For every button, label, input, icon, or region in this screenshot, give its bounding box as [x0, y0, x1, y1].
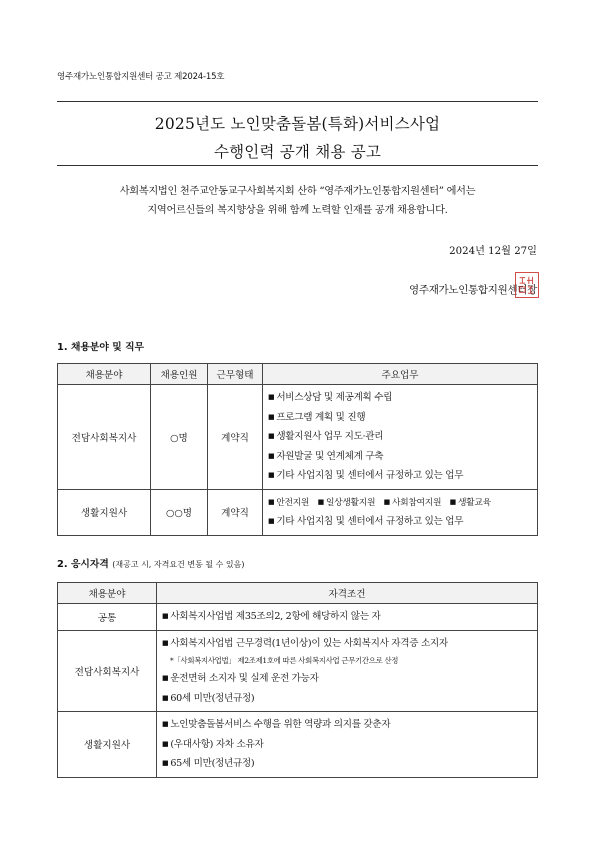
bullet-icon: ■: [268, 432, 275, 440]
header-duties: 주요업무: [263, 364, 538, 385]
intro-line-2: 지역어르신들의 복지향상을 위해 함께 노력할 인재를 공개 채용합니다.: [147, 205, 448, 216]
list-item: ■ 프로그램 계획 및 진행: [268, 411, 366, 423]
table-row: [58, 489, 538, 535]
header-field: 채용분야: [58, 583, 157, 604]
bullet-icon: ■: [449, 497, 456, 506]
row2-count: ○○명: [151, 489, 208, 535]
bullet-icon: ■: [268, 497, 275, 506]
intro-paragraph: [57, 182, 538, 220]
header-type: 근무형태: [208, 364, 263, 385]
bullet-icon: ■: [162, 674, 169, 682]
qualification-table: [57, 582, 538, 778]
bullet-icon: ■: [162, 720, 169, 728]
social-worker-conditions: [157, 630, 538, 712]
list-item: ■ 노인맞춤돌봄서비스 수행을 위한 역량과 의지를 갖춘자: [162, 719, 391, 730]
list-item: ■ 서비스상담 및 제공계획 수립: [268, 392, 393, 403]
table-header-row: [58, 364, 538, 385]
row2-field: 생활지원사: [58, 489, 151, 535]
common-field: 공통: [58, 604, 157, 631]
bullet-icon: ■: [162, 638, 169, 647]
list-item: ■ 운전면허 소지자 및 실제 운전 가능자: [162, 673, 319, 684]
title-bottom-rule: [57, 165, 538, 166]
list-item: ■ 생활지원사 업무 지도·관리: [268, 431, 384, 442]
table-row: [58, 630, 538, 712]
bullet-icon: ■: [162, 612, 169, 620]
list-item: ■ 사회복지사업법 제35조의2, 2항에 해당하지 않는 자: [162, 611, 381, 622]
official-seal-icon: [515, 272, 539, 298]
common-conditions: [157, 604, 538, 631]
bullet-icon: ■: [268, 471, 275, 479]
list-item: ■ 65세 미만(정년규정): [162, 758, 255, 769]
footnote: *「사회복지사업법」 제2조제1호에 따른 사회복지사업 근무기간으로 산정: [170, 656, 399, 665]
bullet-icon: ■: [162, 759, 169, 767]
list-item: ■ 사회복지사업법 근무경력(1년이상)이 있는 사회복지사 자격증 소지자: [162, 637, 448, 649]
table-row: [58, 712, 538, 778]
section2-heading: 2. 응시자격 (재공고 시, 자격요건 변동 될 수 있음): [57, 559, 245, 570]
table-row: [58, 604, 538, 631]
row1-field: 전담사회복지사: [58, 385, 151, 490]
social-worker-field: 전담사회복지사: [58, 630, 157, 712]
care-worker-field: 생활지원사: [58, 712, 157, 778]
header-count: 채용인원: [151, 364, 208, 385]
organization-name: 영주재가노인통합지원센터장: [409, 284, 537, 296]
bullet-icon: ■: [162, 739, 169, 748]
notice-number: 영주재가노인통합지원센터 공고 제2024-15호: [57, 72, 225, 82]
table-header-row: [58, 583, 538, 604]
bullet-icon: ■: [268, 393, 275, 401]
care-worker-conditions: [157, 712, 538, 778]
list-item: ■ (우대사항) 자차 소유자: [162, 738, 264, 750]
section2-note: (재공고 시, 자격요건 변동 될 수 있음): [112, 560, 245, 569]
row2-type: 계약직: [208, 489, 263, 535]
section1-heading: 1. 채용분야 및 직무: [57, 342, 145, 353]
bullet-icon: ■: [268, 412, 275, 421]
notice-date: 2024년 12월 27일: [449, 246, 537, 257]
intro-line-1: 사회복지법인 천주교안동교구사회복지회 산하 “영주재가노인통합지원센터” 에서는: [119, 186, 476, 197]
title-line-1: 2025년도 노인맞춤돌봄(특화)서비스사업: [154, 115, 441, 133]
row1-count: ○명: [151, 385, 208, 490]
row2-duties: [263, 489, 538, 535]
bullet-icon: ■: [162, 693, 169, 702]
list-item: ■ 자원발굴 및 연계체계 구축: [268, 450, 384, 462]
table-row: [58, 385, 538, 490]
bullet-icon: ■: [268, 451, 275, 460]
list-item: ■ 기타 사업지침 및 센터에서 규정하고 있는 업무: [268, 516, 464, 527]
title-top-rule: [57, 101, 538, 102]
bullet-icon: ■: [317, 497, 324, 506]
list-item: ■ 60세 미만(정년규정): [162, 692, 255, 704]
row1-type: 계약직: [208, 385, 263, 490]
bullet-icon: ■: [383, 497, 390, 506]
bullet-icon: ■: [268, 517, 275, 525]
header-field: 채용분야: [58, 364, 151, 385]
header-conditions: 자격조건: [157, 583, 538, 604]
row1-duties: [263, 385, 538, 490]
job-duty-table: [57, 363, 538, 536]
list-item: ■ 기타 사업지침 및 센터에서 규정하고 있는 업무: [268, 470, 464, 481]
list-item: ■ 안전지원 ■ 일상생활지원 ■ 사회참여지원 ■ 생활교육: [268, 497, 491, 508]
title-line-2: 수행인력 공개 채용 공고: [213, 143, 382, 161]
